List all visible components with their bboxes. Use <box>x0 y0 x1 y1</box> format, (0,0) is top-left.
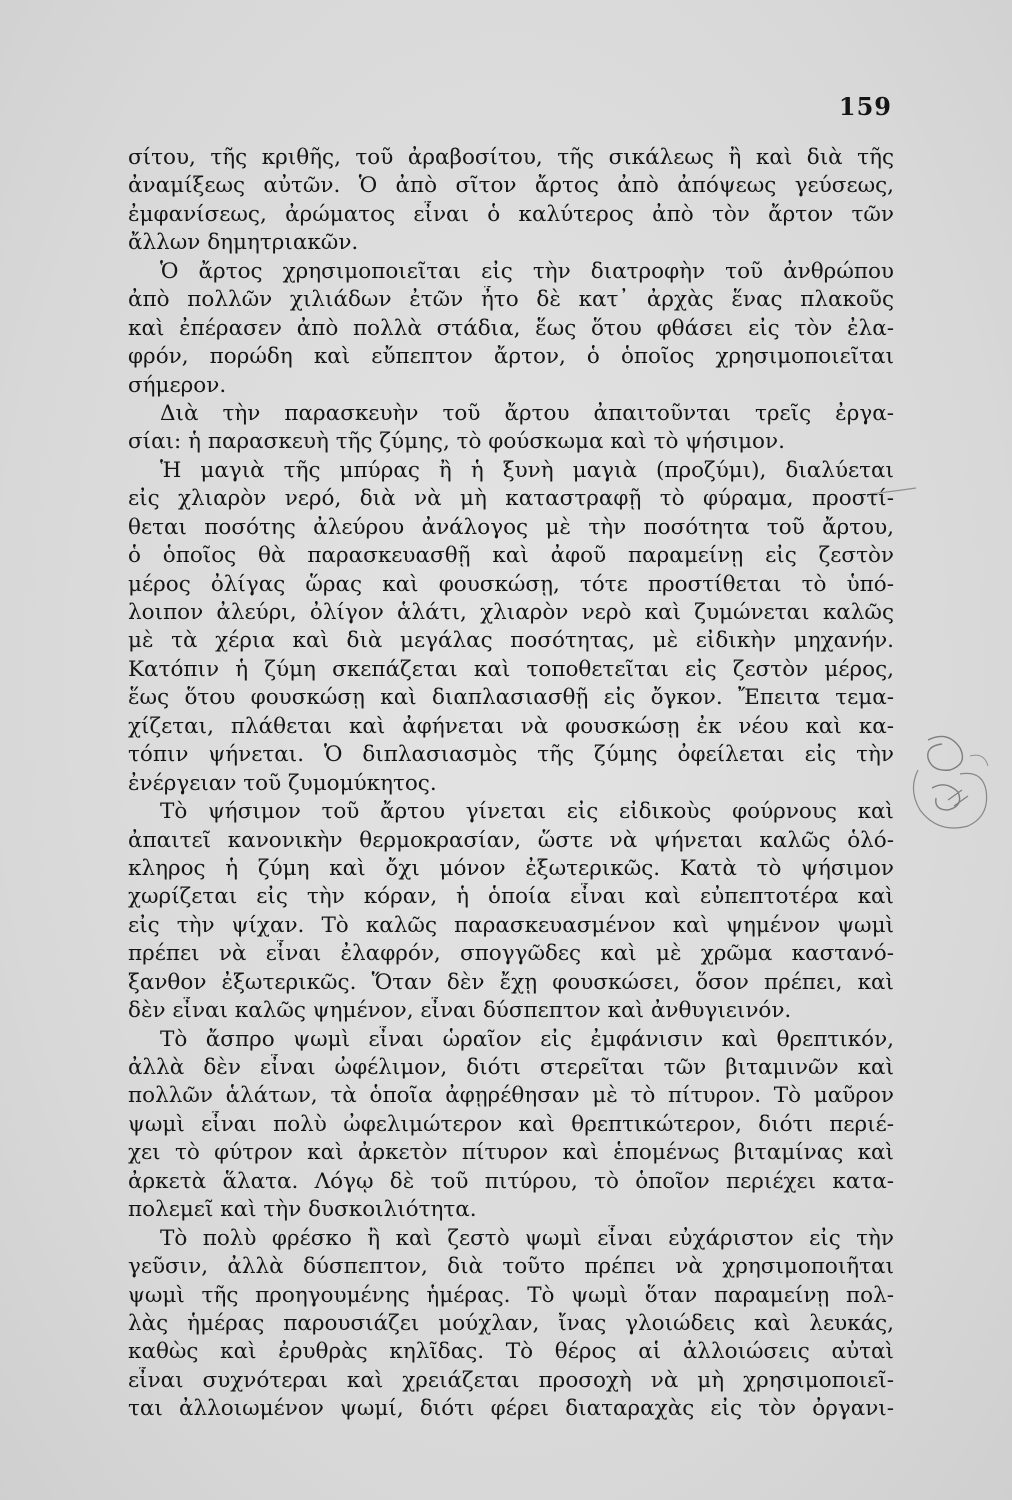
pencil-sketch-doodle <box>898 730 998 840</box>
text-line: εἰς τὴν ψίχαν. Τὸ καλῶς παρασκευασμένον καὶ ψημένον ψωμὶ <box>128 912 894 938</box>
text-line: μὲ τὰ χέρια καὶ διὰ μεγάλας ποσότητας, μὲ εἰδικὴν μηχανήν. <box>128 628 894 654</box>
text-line: ται ἀλλοιωμένον ψωμί, διότι φέρει διαταραχὰς εἰς τὸν ὀργανι- <box>128 1396 894 1422</box>
text-line: ψωμὶ εἶναι πολὺ ὠφελιμώτερον καὶ θρεπτικώτερον, διότι περιέ- <box>128 1111 894 1137</box>
text-line: ἕως ὅτου φουσκώσῃ καὶ διαπλασιασθῇ εἰς ὄγκον. Ἔπειτα τεμα- <box>128 685 894 711</box>
text-line: χωρίζεται εἰς τὴν κόραν, ἡ ὁποία εἶναι καὶ εὐπεπτοτέρα καὶ <box>128 884 894 910</box>
text-line: καὶ ἐπέρασεν ἀπὸ πολλὰ στάδια, ἕως ὅτου φθάσει εἰς τὸν ἐλα- <box>128 315 894 341</box>
text-line: λοιπον ἀλεύρι, ὀλίγον ἁλάτι, χλιαρὸν νερὸ καὶ ζυμώνεται καλῶς <box>128 600 894 625</box>
text-line: Τὸ ἄσπρο ψωμὶ εἶναι ὡραῖον εἰς ἐμφάνισιν καὶ θρεπτικόν, <box>160 1026 894 1052</box>
text-line: ὁ ὁποῖος θὰ παρασκευασθῇ καὶ ἀφοῦ παραμείνῃ εἰς ζεστὸν <box>128 543 894 569</box>
body-text <box>128 144 894 1424</box>
text-line: ἀρκετὰ ἅλατα. Λόγῳ δὲ τοῦ πιτύρου, τὸ ὁποῖον περιέχει κατα- <box>128 1168 894 1194</box>
text-line: θεται ποσότης ἀλεύρου ἀνάλογος μὲ τὴν ποσότητα τοῦ ἄρτου, <box>128 514 894 540</box>
text-line: Κατόπιν ἡ ζύμη σκεπάζεται καὶ τοποθετεῖται εἰς ζεστὸν μέρος, <box>128 656 894 682</box>
text-line: πολεμεῖ καὶ τὴν δυσκοιλιότητα. <box>128 1197 477 1223</box>
text-line: Τὸ ψήσιμον τοῦ ἄρτου γίνεται εἰς εἰδικοὺς φούρνους καὶ <box>160 799 894 825</box>
text-line: φρόν, πορώδη καὶ εὔπεπτον ἄρτον, ὁ ὁποῖος χρησιμοποιεῖται <box>128 344 894 370</box>
page-number: 159 <box>838 92 892 121</box>
text-line: ἄλλων δημητριακῶν. <box>128 230 359 256</box>
text-line: γεῦσιν, ἀλλὰ δύσπεπτον, διὰ τοῦτο πρέπει νὰ χρησιμοποιῆται <box>128 1254 894 1280</box>
text-line: ἐνέργειαν τοῦ ζυμομύκητος. <box>128 770 437 796</box>
text-line: λὰς ἡμέρας παρουσιάζει μούχλαν, ἴνας γλοιώδεις καὶ λευκάς, <box>128 1310 894 1336</box>
text-line: Ἡ μαγιὰ τῆς μπύρας ἢ ἡ ξυνὴ μαγιὰ (προζύμι), διαλύεται <box>160 457 894 483</box>
text-line: Τὸ πολὺ φρέσκο ἢ καὶ ζεστὸ ψωμὶ εἶναι εὐχάριστον εἰς τὴν <box>160 1225 894 1251</box>
text-line: ἀναμίξεως αὐτῶν. Ὁ ἀπὸ σῖτον ἄρτος ἀπὸ ἀπόψεως γεύσεως, <box>128 173 894 199</box>
text-line: μέρος ὀλίγας ὥρας καὶ φουσκώσῃ, τότε προστίθεται τὸ ὑπό- <box>128 571 894 597</box>
text-line: ἀπαιτεῖ κανονικὴν θερμοκρασίαν, ὥστε νὰ ψήνεται καλῶς ὁλό- <box>128 827 894 853</box>
text-line: τόπιν ψήνεται. Ὁ διπλασιασμὸς τῆς ζύμης ὀφείλεται εἰς τὴν <box>128 742 894 768</box>
text-line: σίαι: ἡ παρασκευὴ τῆς ζύμης, τὸ φούσκωμα καὶ τὸ ψήσιμον. <box>128 429 785 455</box>
text-line: ψωμὶ τῆς προηγουμένης ἡμέρας. Τὸ ψωμὶ ὅταν παραμείνῃ πολ- <box>128 1282 894 1308</box>
text-line: σίτου, τῆς κριθῆς, τοῦ ἀραβοσίτου, τῆς σικάλεως ἢ καὶ διὰ τῆς <box>128 145 894 170</box>
text-line: χίζεται, πλάθεται καὶ ἀφήνεται νὰ φουσκώσῃ ἐκ νέου καὶ κα- <box>128 713 894 739</box>
text-line: δὲν εἶναι καλῶς ψημένον, εἶναι δύσπεπτον καὶ ἀνθυγιεινόν. <box>128 998 792 1024</box>
text-line: εἰς χλιαρὸν νερό, διὰ νὰ μὴ καταστραφῇ τὸ φύραμα, προστί- <box>128 486 894 512</box>
text-line: κληρος ἡ ζύμη καὶ ὄχι μόνον ἐξωτερικῶς. Κατὰ τὸ ψήσιμον <box>128 855 894 881</box>
text-line: καθὼς καὶ ἐρυθρὰς κηλῖδας. Τὸ θέρος αἱ ἀλλοιώσεις αὐταὶ <box>128 1339 894 1365</box>
pencil-underline-mark <box>868 482 918 502</box>
text-line: ἀπὸ πολλῶν χιλιάδων ἐτῶν ἦτο δὲ κατ᾿ ἀρχὰς ἕνας πλακοῦς <box>128 287 894 313</box>
text-line: Ὁ ἄρτος χρησιμοποιεῖται εἰς τὴν διατροφὴν τοῦ ἀνθρώπου <box>160 258 894 284</box>
text-line: πολλῶν ἁλάτων, τὰ ὁποῖα ἀφῃρέθησαν μὲ τὸ πίτυρον. Τὸ μαῦρον <box>128 1083 894 1109</box>
text-line: χει τὸ φύτρον καὶ ἀρκετὸν πίτυρον καὶ ἑπομένως βιταμίνας καὶ <box>128 1140 894 1166</box>
text-line: εἶναι συχνότεραι καὶ χρειάζεται προσοχὴ νὰ μὴ χρησιμοποιεῖ- <box>128 1367 894 1393</box>
text-line: Διὰ τὴν παρασκευὴν τοῦ ἄρτου ἀπαιτοῦνται τρεῖς ἐργα- <box>160 400 894 426</box>
text-line: σήμερον. <box>128 372 227 398</box>
text-line: ἐμφανίσεως, ἀρώματος εἶναι ὁ καλύτερος ἀπὸ τὸν ἄρτον τῶν <box>128 201 894 227</box>
text-line: ξανθον ἐξωτερικῶς. Ὅταν δὲν ἔχῃ φουσκώσει, ὅσον πρέπει, καὶ <box>128 969 894 995</box>
text-line: πρέπει νὰ εἶναι ἐλαφρόν, σπογγῶδες καὶ μὲ χρῶμα καστανό- <box>128 941 894 967</box>
text-line: ἀλλὰ δὲν εἶναι ὠφέλιμον, διότι στερεῖται τῶν βιταμινῶν καὶ <box>128 1055 894 1080</box>
